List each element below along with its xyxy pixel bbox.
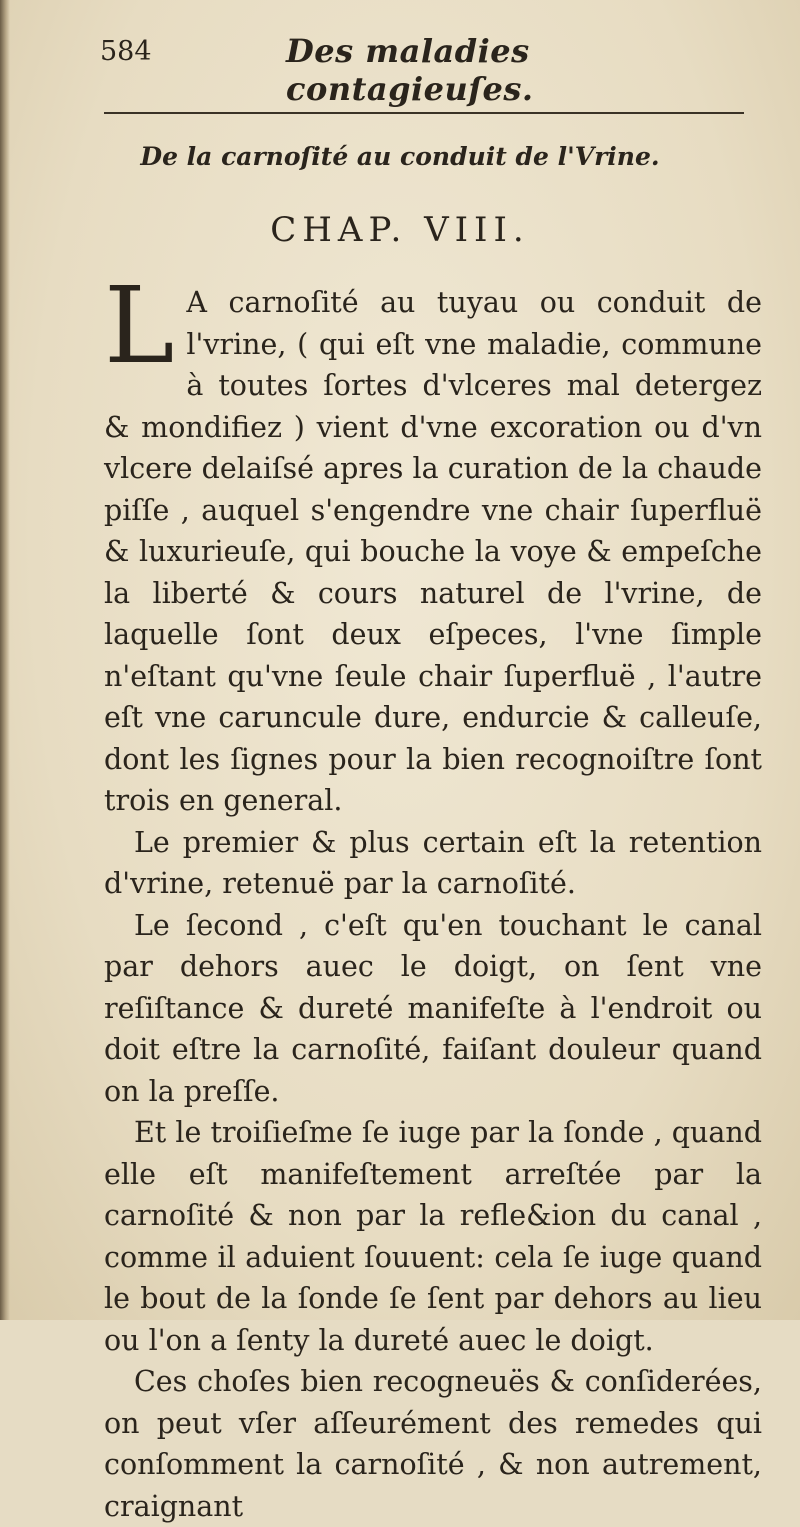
paragraph-1 xyxy=(104,264,762,822)
paragraph-5: Ces choſes bien recogneuës & conſiderées, on peut vſer aſſeurément des remedes qui conſomment la carnoſité , & non autrement, craignant xyxy=(104,1365,762,1523)
body-text xyxy=(104,264,762,1527)
running-title: Des maladies contagieuſes. xyxy=(286,32,534,108)
paragraph-4: Et le troiſieſme ſe iuge par la ſonde , quand elle eſt manifeſtement arreſtée par la carnoſité & non par la refle&ion du canal , comme il aduient ſouuent: cela ſe iuge quand le bout de la ſonde ſe ſent par dehors au lieu ou l'on a ſenty la dureté auec le doigt. xyxy=(104,1116,762,1357)
paragraph-3: Le ſecond , c'eſt qu'en touchant le canal par dehors auec le doigt, on ſent vne reſiſtance & dureté manifeſte à l'endroit ou doit eſtre la carnoſité, faiſant douleur quand on la preſſe. xyxy=(104,908,762,1108)
page-header xyxy=(96,22,746,108)
section-title: De la carnoſité au conduit de l'Vrine. xyxy=(140,142,660,171)
paragraph-2: Le premier & plus certain eſt la retention d'vrine, retenuë par la carnoſité. xyxy=(104,825,762,900)
page-number: 584 xyxy=(100,36,152,67)
chapter-heading: CHAP. VIII. xyxy=(270,210,530,250)
header-rule xyxy=(104,112,744,114)
paragraph-1-text: A carnoſité au tuyau ou conduit de l'vrine, ( qui eſt vne maladie, commune à toutes ſortes d'vlceres mal detergez & mondifiez ) vient d'vne excoration ou d'vn vlcere delaiſsé apres la curation de la chaude piſſe , auquel s'engendre vne chair ſuperfluë & luxurieuſe, qui bouche la voye & empeſche la liberté & cours naturel de l'vrine, de laquelle ſont deux eſpeces, l'vne ſimple n'eſtant qu'vne ſeule chair ſuperfluë , l'autre eſt vne caruncule dure, endurcie & calleuſe, dont les ſignes pour la bien recognoiſtre ſont trois en general. xyxy=(104,286,762,817)
drop-cap: L xyxy=(104,264,175,387)
page-spine-shadow xyxy=(0,0,10,1320)
